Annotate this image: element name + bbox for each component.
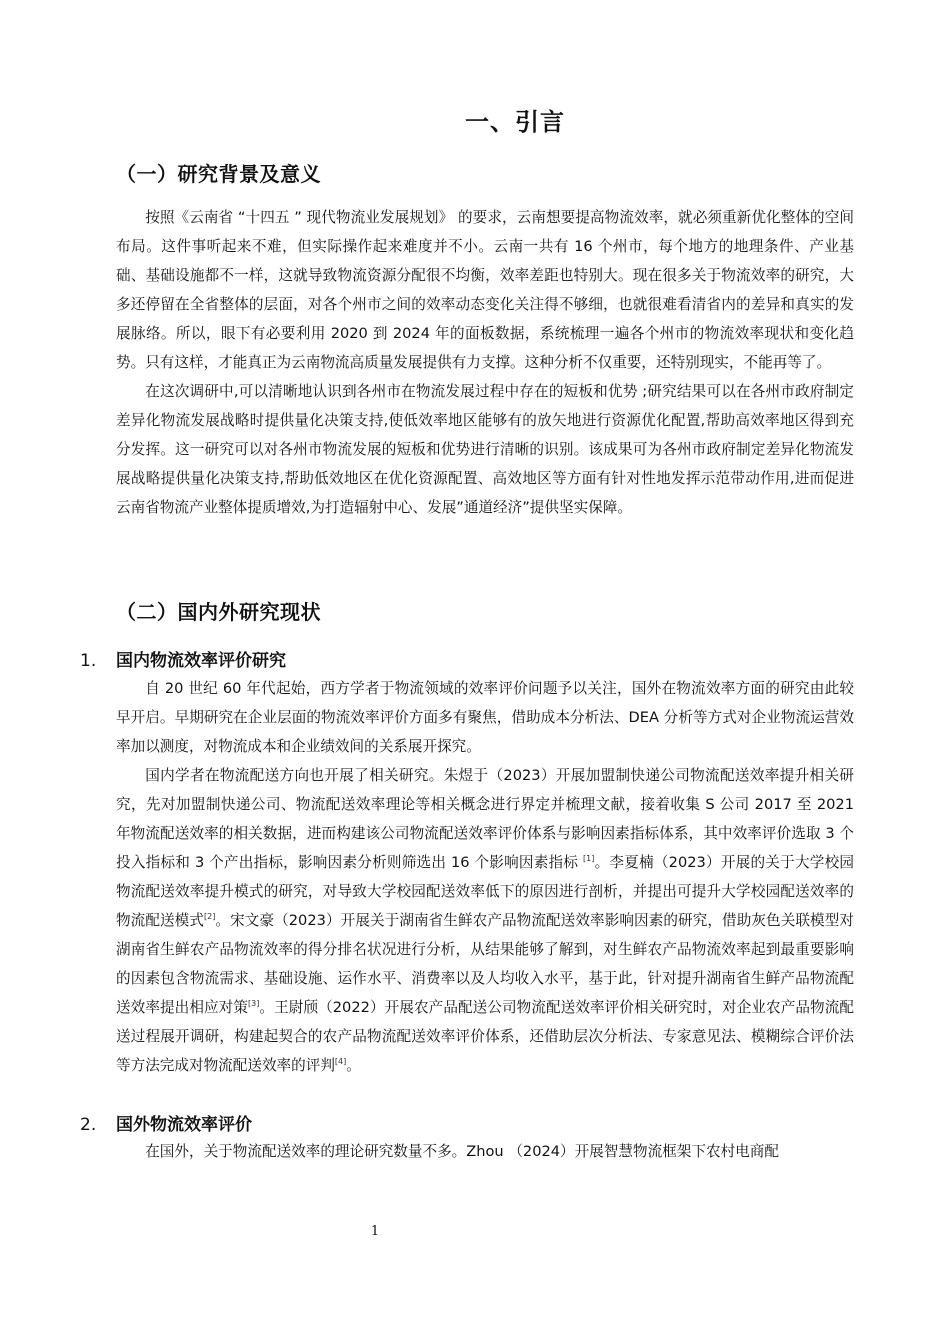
subsection-title-foreign bbox=[80, 1110, 252, 1135]
section-background-body bbox=[116, 203, 854, 522]
citation: [2] bbox=[204, 912, 216, 921]
citation: [3] bbox=[248, 999, 260, 1008]
citation: [1] bbox=[583, 854, 595, 863]
citation: [4] bbox=[334, 1057, 347, 1066]
paragraph bbox=[116, 761, 854, 1080]
section-title-research-status: （二）国内外研究现状 bbox=[116, 600, 321, 624]
paragraph: 在国外，关于物流配送效率的理论研究数量不多。Zhou （2024）开展智慧物流框架下农村电商配 bbox=[145, 1143, 779, 1160]
text-run: 国内学者在物流配送方向也开展了相关研究。朱煜于（2023）开展加盟制快递公司物流配送效率提升相关研究，先对加盟制快递公司、物流配送效率理论等相关概念进行界定并梳理文献，接着收集 S 公司 2017 至 2021 年物流配送效率的相关数据，进而构建该公司物流配送效率评价体系与影响因素指标体系，其中效率评价选取 3 个投入指标和 3 个产出指标，影响因素分析则筛选出 16 个影响因素指标 bbox=[116, 767, 854, 871]
subsection-title-text: 国内物流效率评价研究 bbox=[116, 651, 286, 671]
text-run: 。李夏楠（2023）开展的关于大学校园物流配送效率提升模式的研究，对导致大学校园配送效率低下的原因进行剖析，并提出可提升大学校园配送效率的物流配送模式 bbox=[116, 854, 854, 929]
paragraph: 自 20 世纪 60 年代起始，西方学者于物流领域的效率评价问题予以关注，国外在物流效率方面的研究由此较早开启。早期研究在企业层面的物流效率评价方面多有聚焦，借助成本分析法、DEA 分析等方式对企业物流运营效率加以测度，对物流成本和企业绩效间的关系展开探究。 bbox=[116, 680, 854, 755]
text-run: 。 bbox=[346, 1057, 361, 1074]
text-run: 。宋文豪（2023）开展关于湖南省生鲜农产品物流配送效率影响因素的研究，借助灰色关联模型对湖南省生鲜农产品物流效率的得分排名状况进行分析，从结果能够了解到，对生鲜农产品物流效率起到最重要影响的因素包含物流需求、基础设施、运作水平、消费率以及人均收入水平，基于此，针对提升湖南省生鲜产品物流配送效率提出相应对策 bbox=[116, 912, 854, 1016]
subsection-number: 1. bbox=[80, 651, 97, 671]
subsection-number: 2. bbox=[80, 1115, 97, 1135]
page-number: 1 bbox=[370, 1224, 380, 1239]
subsection-title-domestic bbox=[80, 646, 286, 671]
section-title-background: （一）研究背景及意义 bbox=[116, 162, 321, 186]
section-foreign-body bbox=[116, 1137, 854, 1166]
text-run: 。王尉颀（2022）开展农产品配送公司物流配送效率评价相关研究时，对企业农产品物流配送过程展开调研，构建起契合的农产品物流配送效率评价体系，还借助层次分析法、专家意见法、模糊综合评价法等方法完成对物流配送效率的评判 bbox=[116, 999, 854, 1074]
subsection-title-text: 国外物流效率评价 bbox=[116, 1115, 252, 1135]
section-domestic-body bbox=[116, 674, 854, 1080]
paragraph: 按照《云南省 “十四五 ” 现代物流业发展规划》 的要求，云南想要提高物流效率，就必须重新优化整体的空间布局。这件事听起来不难，但实际操作起来难度并不小。云南一共有 16 个州市，每个地方的地理条件、产业基础、基础设施都不一样，这就导致物流资源分配很不均衡，效率差距也特别大。现在很多关于物流效率的研究，大多还停留在全省整体的层面，对各个州市之间的效率动态变化关注得不够细，也就很难看清省内的差异和真实的发展脉络。所以，眼下有必要利用 2020 到 2024 年的面板数据，系统梳理一遍各个州市的物流效率现状和变化趋势。只有这样，才能真正为云南物流高质量发展提供有力支撑。这种分析不仅重要，还特别现实，不能再等了。 bbox=[116, 209, 854, 371]
paragraph: 在这次调研中,可以清晰地认识到各州市在物流发展过程中存在的短板和优势 ;研究结果可以在各州市政府制定差异化物流发展战略时提供量化决策支持,使低效率地区能够有的放矢地进行资源优化配置,帮助高效率地区得到充分发挥。这一研究可以对各州市物流发展的短板和优势进行清晰的识别。该成果可为各州市政府制定差异化物流发展战略提供量化决策支持,帮助低效地区在优化资源配置、高效地区等方面有针对性地发挥示范带动作用,进而促进云南省物流产业整体提质增效,为打造辐射中心、发展”通道经济”提供坚实保障。 bbox=[116, 383, 854, 516]
chapter-title: 一、引言 bbox=[465, 108, 565, 136]
